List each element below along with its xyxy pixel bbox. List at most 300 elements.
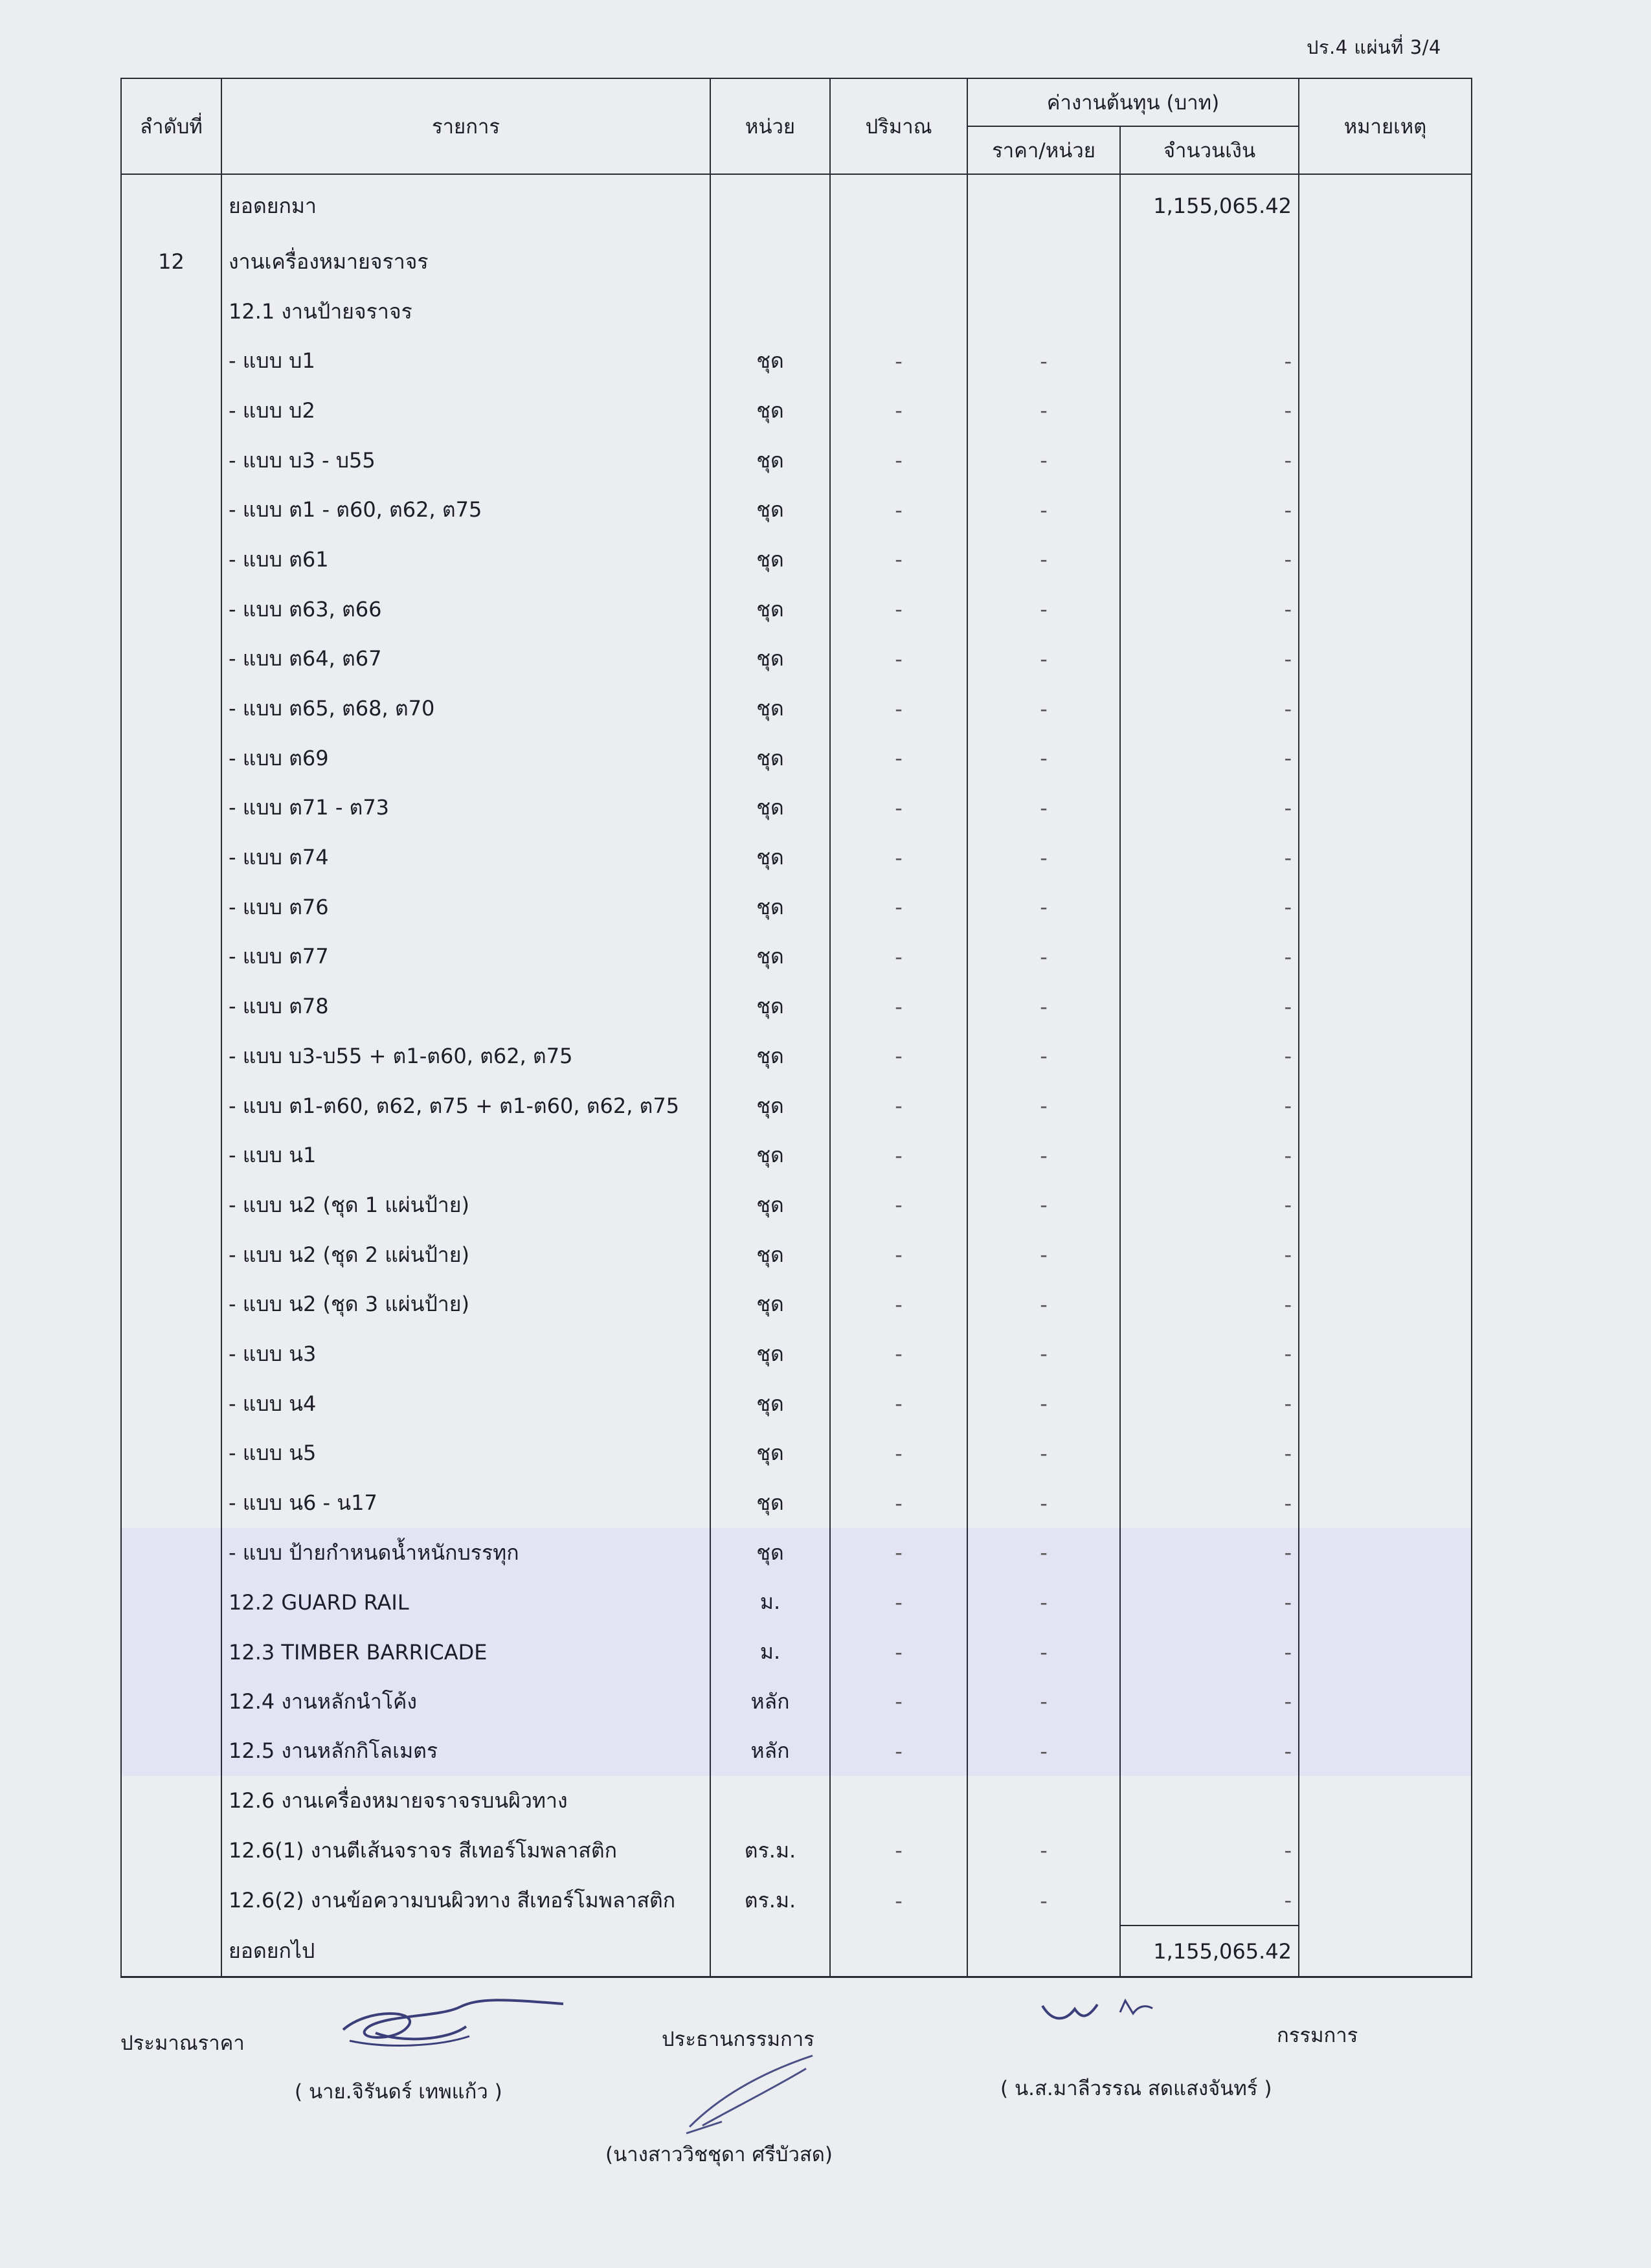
item-cell: - แบบ บ3 - บ55 — [221, 436, 710, 486]
price-per-unit-cell: - — [967, 882, 1120, 932]
price-per-unit-cell: - — [967, 734, 1120, 783]
seq-cell — [121, 1329, 221, 1379]
seq-cell — [121, 1677, 221, 1727]
seq-cell — [121, 684, 221, 734]
table-row — [121, 287, 1472, 337]
header-quantity: ปริมาณ — [830, 78, 967, 174]
amount-cell: - — [1120, 1578, 1299, 1628]
seq-cell — [121, 1180, 221, 1230]
price-per-unit-cell — [967, 287, 1120, 337]
unit-cell: ชุด — [710, 535, 830, 585]
price-per-unit-cell: - — [967, 1826, 1120, 1876]
table-row — [121, 684, 1472, 734]
price-per-unit-cell: - — [967, 1429, 1120, 1479]
remark-cell — [1299, 1876, 1472, 1926]
member-signature — [1036, 1993, 1178, 2032]
quantity-cell: - — [830, 1130, 967, 1180]
remark-cell — [1299, 882, 1472, 932]
unit-cell: ชุด — [710, 1379, 830, 1429]
seq-cell — [121, 882, 221, 932]
item-cell: 12.6(1) งานตีเส้นจราจร สีเทอร์โมพลาสติก — [221, 1826, 710, 1876]
item-cell: ยอดยกไป — [221, 1926, 710, 1977]
item-cell: 12.6 งานเครื่องหมายจราจรบนผิวทาง — [221, 1776, 710, 1826]
seq-cell — [121, 1578, 221, 1628]
header-item: รายการ — [221, 78, 710, 174]
remark-cell — [1299, 1230, 1472, 1280]
price-per-unit-cell: - — [967, 1578, 1120, 1628]
item-cell: 12.4 งานหลักนำโค้ง — [221, 1677, 710, 1727]
table-row — [121, 1329, 1472, 1379]
item-cell: - แบบ ต1 - ต60, ต62, ต75 — [221, 485, 710, 535]
item-cell: - แบบ น2 (ชุด 3 แผ่นป้าย) — [221, 1279, 710, 1329]
price-per-unit-cell: - — [967, 336, 1120, 386]
remark-cell — [1299, 783, 1472, 833]
table-row — [121, 1429, 1472, 1479]
chair-name: (นางสาววิชชุดา ศรีบัวสด) — [605, 2143, 833, 2166]
table-row — [121, 1826, 1472, 1876]
quantity-cell: - — [830, 485, 967, 535]
quantity-cell — [830, 1926, 967, 1977]
amount-cell — [1120, 1776, 1299, 1826]
seq-cell — [121, 1627, 221, 1677]
table-row — [121, 833, 1472, 882]
unit-cell: ชุด — [710, 833, 830, 882]
header-seq: ลำดับที่ — [121, 78, 221, 174]
amount-cell: - — [1120, 734, 1299, 783]
quantity-cell: - — [830, 585, 967, 634]
unit-cell: ชุด — [710, 932, 830, 982]
seq-cell — [121, 1429, 221, 1479]
table-row — [121, 1180, 1472, 1230]
amount-cell: - — [1120, 1031, 1299, 1081]
amount-cell: - — [1120, 585, 1299, 634]
unit-cell: ชุด — [710, 1429, 830, 1479]
seq-cell — [121, 436, 221, 486]
remark-cell — [1299, 1130, 1472, 1180]
table-row — [121, 1876, 1472, 1926]
unit-cell: ชุด — [710, 1180, 830, 1230]
table-row — [121, 237, 1472, 287]
item-cell: - แบบ ป้ายกำหนดน้ำหนักบรรทุก — [221, 1528, 710, 1578]
seq-cell — [121, 485, 221, 535]
item-cell: - แบบ น1 — [221, 1130, 710, 1180]
unit-cell: หลัก — [710, 1677, 830, 1727]
amount-cell: - — [1120, 386, 1299, 436]
quantity-cell: - — [830, 1230, 967, 1280]
unit-cell: ตร.ม. — [710, 1826, 830, 1876]
amount-cell: - — [1120, 1081, 1299, 1131]
remark-cell — [1299, 1031, 1472, 1081]
table-row — [121, 386, 1472, 436]
amount-cell: - — [1120, 1429, 1299, 1479]
seq-cell — [121, 174, 221, 237]
price-per-unit-cell — [967, 237, 1120, 287]
item-cell: - แบบ น6 - น17 — [221, 1478, 710, 1528]
unit-cell — [710, 287, 830, 337]
item-cell: - แบบ ต78 — [221, 982, 710, 1031]
seq-cell — [121, 1826, 221, 1876]
price-per-unit-cell: - — [967, 1230, 1120, 1280]
unit-cell: ชุด — [710, 386, 830, 436]
seq-cell — [121, 982, 221, 1031]
item-cell: - แบบ บ1 — [221, 336, 710, 386]
quantity-cell: - — [830, 982, 967, 1031]
header-cost-group: ค่างานต้นทุน (บาท) — [967, 78, 1299, 126]
remark-cell — [1299, 436, 1472, 486]
remark-cell — [1299, 1627, 1472, 1677]
header-amount: จำนวนเงิน — [1120, 126, 1299, 174]
quantity-cell: - — [830, 1329, 967, 1379]
table-row — [121, 1279, 1472, 1329]
quantity-cell: - — [830, 1677, 967, 1727]
price-per-unit-cell: - — [967, 485, 1120, 535]
remark-cell — [1299, 1180, 1472, 1230]
seq-cell — [121, 1776, 221, 1826]
price-per-unit-cell: - — [967, 1031, 1120, 1081]
remark-cell — [1299, 833, 1472, 882]
quantity-cell: - — [830, 932, 967, 982]
item-cell: - แบบ ต77 — [221, 932, 710, 982]
price-per-unit-cell — [967, 174, 1120, 237]
price-per-unit-cell: - — [967, 1130, 1120, 1180]
remark-cell — [1299, 1379, 1472, 1429]
remark-cell — [1299, 1776, 1472, 1826]
price-per-unit-cell: - — [967, 585, 1120, 634]
unit-cell: ชุด — [710, 1528, 830, 1578]
amount-cell: - — [1120, 982, 1299, 1031]
seq-cell — [121, 386, 221, 436]
estimator-name: ( นาย.จิรันดร์ เทพแก้ว ) — [295, 2080, 502, 2104]
remark-cell — [1299, 684, 1472, 734]
item-cell: 12.3 TIMBER BARRICADE — [221, 1627, 710, 1677]
remark-cell — [1299, 386, 1472, 436]
remark-cell — [1299, 734, 1472, 783]
unit-cell: ชุด — [710, 1329, 830, 1379]
quantity-cell — [830, 174, 967, 237]
amount-cell: - — [1120, 783, 1299, 833]
chair-signature — [677, 2049, 832, 2140]
item-cell: - แบบ ต69 — [221, 734, 710, 783]
seq-cell — [121, 833, 221, 882]
member-name: ( น.ส.มาลีวรรณ สดแสงจันทร์ ) — [1000, 2077, 1272, 2100]
item-cell: ยอดยกมา — [221, 174, 710, 237]
quantity-cell: - — [830, 386, 967, 436]
seq-cell — [121, 1230, 221, 1280]
quantity-cell: - — [830, 684, 967, 734]
remark-cell — [1299, 1528, 1472, 1578]
unit-cell: ชุด — [710, 882, 830, 932]
amount-cell: - — [1120, 1876, 1299, 1926]
seq-cell — [121, 535, 221, 585]
table-row — [121, 1776, 1472, 1826]
price-per-unit-cell: - — [967, 436, 1120, 486]
item-cell: 12.1 งานป้ายจราจร — [221, 287, 710, 337]
amount-cell: - — [1120, 535, 1299, 585]
unit-cell: ชุด — [710, 734, 830, 783]
table-row — [121, 634, 1472, 684]
price-per-unit-cell: - — [967, 932, 1120, 982]
seq-cell — [121, 1727, 221, 1777]
seq-cell — [121, 1926, 221, 1977]
seq-cell — [121, 585, 221, 634]
seq-cell — [121, 1528, 221, 1578]
price-per-unit-cell: - — [967, 1876, 1120, 1926]
price-per-unit-cell: - — [967, 982, 1120, 1031]
table-row — [121, 1031, 1472, 1081]
table-row — [121, 1677, 1472, 1727]
price-per-unit-cell: - — [967, 1727, 1120, 1777]
quantity-cell — [830, 1776, 967, 1826]
table-row — [121, 982, 1472, 1031]
amount-cell: - — [1120, 1329, 1299, 1379]
table-row — [121, 1478, 1472, 1528]
unit-cell — [710, 1926, 830, 1977]
quantity-cell: - — [830, 336, 967, 386]
item-cell: - แบบ ต71 - ต73 — [221, 783, 710, 833]
unit-cell: ม. — [710, 1578, 830, 1628]
amount-cell: 1,155,065.42 — [1120, 1926, 1299, 1977]
table-row — [121, 1627, 1472, 1677]
table-row — [121, 585, 1472, 634]
item-cell: - แบบ ต64, ต67 — [221, 634, 710, 684]
header-price-per-unit: ราคา/หน่วย — [967, 126, 1120, 174]
unit-cell: ชุด — [710, 585, 830, 634]
price-per-unit-cell: - — [967, 1081, 1120, 1131]
estimator-signature — [330, 1981, 576, 2059]
table-row — [121, 1230, 1472, 1280]
table-row — [121, 1926, 1472, 1977]
seq-cell — [121, 1478, 221, 1528]
table-row — [121, 1578, 1472, 1628]
quantity-cell: - — [830, 1379, 967, 1429]
seq-cell — [121, 932, 221, 982]
amount-cell: - — [1120, 882, 1299, 932]
quantity-cell: - — [830, 1528, 967, 1578]
seq-cell — [121, 336, 221, 386]
amount-cell: - — [1120, 485, 1299, 535]
item-cell: - แบบ บ2 — [221, 386, 710, 436]
quantity-cell: - — [830, 1578, 967, 1628]
amount-cell: - — [1120, 1180, 1299, 1230]
quantity-cell: - — [830, 436, 967, 486]
table-row — [121, 436, 1472, 486]
price-per-unit-cell: - — [967, 684, 1120, 734]
price-per-unit-cell: - — [967, 535, 1120, 585]
table-row — [121, 1379, 1472, 1429]
amount-cell: - — [1120, 932, 1299, 982]
table-row — [121, 336, 1472, 386]
item-cell: - แบบ ต61 — [221, 535, 710, 585]
price-per-unit-cell: - — [967, 1677, 1120, 1727]
seq-cell — [121, 783, 221, 833]
item-cell: - แบบ น2 (ชุด 2 แผ่นป้าย) — [221, 1230, 710, 1280]
remark-cell — [1299, 287, 1472, 337]
quantity-cell: - — [830, 1627, 967, 1677]
amount-cell: - — [1120, 1826, 1299, 1876]
remark-cell — [1299, 174, 1472, 237]
quantity-cell — [830, 287, 967, 337]
amount-cell: - — [1120, 1379, 1299, 1429]
item-cell: - แบบ ต65, ต68, ต70 — [221, 684, 710, 734]
unit-cell: ชุด — [710, 982, 830, 1031]
unit-cell: ชุด — [710, 1279, 830, 1329]
unit-cell: ชุด — [710, 1478, 830, 1528]
table-row — [121, 783, 1472, 833]
price-per-unit-cell: - — [967, 1478, 1120, 1528]
quantity-cell: - — [830, 1478, 967, 1528]
item-cell: 12.5 งานหลักกิโลเมตร — [221, 1727, 710, 1777]
item-cell: - แบบ น2 (ชุด 1 แผ่นป้าย) — [221, 1180, 710, 1230]
header-unit: หน่วย — [710, 78, 830, 174]
amount-cell: - — [1120, 1528, 1299, 1578]
remark-cell — [1299, 932, 1472, 982]
seq-cell — [121, 287, 221, 337]
amount-cell: 1,155,065.42 — [1120, 174, 1299, 237]
amount-cell: - — [1120, 436, 1299, 486]
item-cell: - แบบ น3 — [221, 1329, 710, 1379]
remark-cell — [1299, 485, 1472, 535]
seq-cell — [121, 1081, 221, 1131]
table-row — [121, 1727, 1472, 1777]
seq-cell — [121, 1379, 221, 1429]
remark-cell — [1299, 585, 1472, 634]
amount-cell: - — [1120, 1627, 1299, 1677]
item-cell: งานเครื่องหมายจราจร — [221, 237, 710, 287]
price-per-unit-cell — [967, 1776, 1120, 1826]
amount-cell — [1120, 287, 1299, 337]
remark-cell — [1299, 1826, 1472, 1876]
quantity-cell: - — [830, 882, 967, 932]
price-per-unit-cell: - — [967, 1627, 1120, 1677]
amount-cell: - — [1120, 634, 1299, 684]
remark-cell — [1299, 982, 1472, 1031]
remark-cell — [1299, 336, 1472, 386]
table-row — [121, 485, 1472, 535]
unit-cell: ชุด — [710, 1031, 830, 1081]
table-row — [121, 932, 1472, 982]
remark-cell — [1299, 1329, 1472, 1379]
unit-cell — [710, 237, 830, 287]
seq-cell — [121, 1876, 221, 1926]
quantity-cell: - — [830, 1031, 967, 1081]
quantity-cell: - — [830, 1180, 967, 1230]
seq-cell — [121, 1279, 221, 1329]
price-per-unit-cell: - — [967, 783, 1120, 833]
item-cell: - แบบ บ3-บ55 + ต1-ต60, ต62, ต75 — [221, 1031, 710, 1081]
seq-cell — [121, 734, 221, 783]
unit-cell — [710, 174, 830, 237]
amount-cell: - — [1120, 1727, 1299, 1777]
remark-cell — [1299, 1279, 1472, 1329]
remark-cell — [1299, 1578, 1472, 1628]
price-per-unit-cell: - — [967, 1329, 1120, 1379]
unit-cell: ม. — [710, 1627, 830, 1677]
remark-cell — [1299, 1926, 1472, 1977]
amount-cell: - — [1120, 1230, 1299, 1280]
quantity-cell: - — [830, 783, 967, 833]
unit-cell: ชุด — [710, 783, 830, 833]
item-cell: - แบบ น4 — [221, 1379, 710, 1429]
unit-cell: ชุด — [710, 1230, 830, 1280]
item-cell: - แบบ ต74 — [221, 833, 710, 882]
table-row — [121, 174, 1472, 237]
quantity-cell — [830, 237, 967, 287]
amount-cell: - — [1120, 1478, 1299, 1528]
unit-cell: ชุด — [710, 1081, 830, 1131]
price-per-unit-cell: - — [967, 1528, 1120, 1578]
remark-cell — [1299, 237, 1472, 287]
seq-cell — [121, 1130, 221, 1180]
item-cell: - แบบ ต63, ต66 — [221, 585, 710, 634]
unit-cell: ชุด — [710, 684, 830, 734]
quantity-cell: - — [830, 1279, 967, 1329]
amount-cell: - — [1120, 336, 1299, 386]
unit-cell: ชุด — [710, 1130, 830, 1180]
seq-cell — [121, 634, 221, 684]
price-per-unit-cell: - — [967, 833, 1120, 882]
quantity-cell: - — [830, 1876, 967, 1926]
unit-cell: ชุด — [710, 336, 830, 386]
unit-cell — [710, 1776, 830, 1826]
member-label: กรรมการ — [1277, 2024, 1358, 2047]
unit-cell: หลัก — [710, 1727, 830, 1777]
remark-cell — [1299, 535, 1472, 585]
price-per-unit-cell: - — [967, 634, 1120, 684]
price-per-unit-cell — [967, 1926, 1120, 1977]
cost-estimate-table — [120, 78, 1472, 1978]
table-row — [121, 1130, 1472, 1180]
unit-cell: ชุด — [710, 436, 830, 486]
item-cell: - แบบ ต1-ต60, ต62, ต75 + ต1-ต60, ต62, ต75 — [221, 1081, 710, 1131]
amount-cell: - — [1120, 1677, 1299, 1727]
estimator-label: ประมาณราคา — [120, 2032, 245, 2055]
price-per-unit-cell: - — [967, 1180, 1120, 1230]
item-cell: - แบบ ต76 — [221, 882, 710, 932]
seq-cell — [121, 1031, 221, 1081]
remark-cell — [1299, 634, 1472, 684]
remark-cell — [1299, 1727, 1472, 1777]
price-per-unit-cell: - — [967, 1279, 1120, 1329]
remark-cell — [1299, 1478, 1472, 1528]
item-cell: 12.6(2) งานข้อความบนผิวทาง สีเทอร์โมพลาสติก — [221, 1876, 710, 1926]
amount-cell — [1120, 237, 1299, 287]
price-per-unit-cell: - — [967, 1379, 1120, 1429]
unit-cell: ชุด — [710, 634, 830, 684]
quantity-cell: - — [830, 833, 967, 882]
item-cell: 12.2 GUARD RAIL — [221, 1578, 710, 1628]
table-row — [121, 882, 1472, 932]
price-per-unit-cell: - — [967, 386, 1120, 436]
table-row — [121, 1081, 1472, 1131]
amount-cell: - — [1120, 1279, 1299, 1329]
unit-cell: ชุด — [710, 485, 830, 535]
table-row — [121, 1528, 1472, 1578]
amount-cell: - — [1120, 833, 1299, 882]
quantity-cell: - — [830, 1429, 967, 1479]
amount-cell: - — [1120, 1130, 1299, 1180]
amount-cell: - — [1120, 684, 1299, 734]
quantity-cell: - — [830, 634, 967, 684]
quantity-cell: - — [830, 734, 967, 783]
quantity-cell: - — [830, 1727, 967, 1777]
unit-cell: ตร.ม. — [710, 1876, 830, 1926]
chair-label: ประธานกรรมการ — [662, 2028, 814, 2051]
remark-cell — [1299, 1429, 1472, 1479]
table-row — [121, 734, 1472, 783]
quantity-cell: - — [830, 1826, 967, 1876]
table-row — [121, 535, 1472, 585]
page-reference: ปร.4 แผ่นที่ 3/4 — [1307, 36, 1441, 58]
